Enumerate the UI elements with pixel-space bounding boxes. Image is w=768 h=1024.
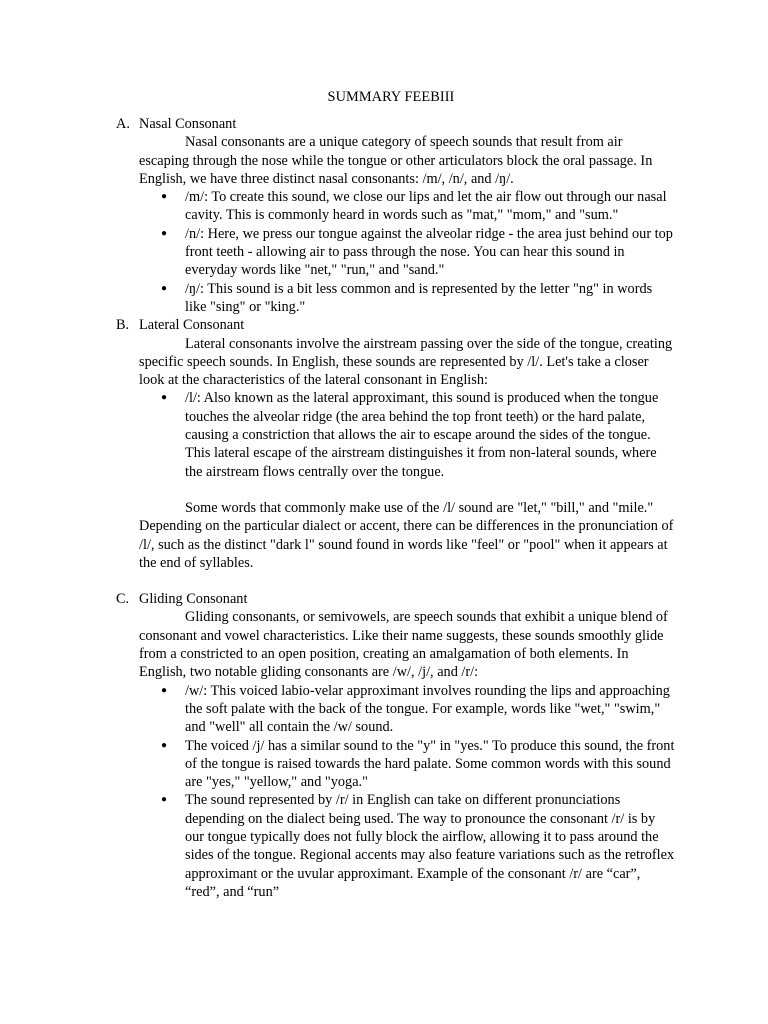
bullet-icon: ●: [161, 191, 168, 203]
list-item: [161, 791, 676, 901]
list-item: [161, 225, 676, 280]
section-intro: Gliding consonants, or semivowels, are speech sounds that exhibit a unique blend of consonant and vowel characteristics. Like their name suggests, these sounds smoothly glide from a constricted to an open position, creating an amalgamation of both elements. In English, two notable gliding consonants are /w/, /j/, and /r/:: [139, 609, 668, 681]
bullet-icon: ●: [161, 739, 168, 751]
list-item-text: /l/: Also known as the lateral approximant, this sound is produced when the tongue touches the alveolar ridge (the area behind the top front teeth) or the hard palate, causing a constriction that allows the air to escape around the sides of the tongue. This lateral escape of the airstream distinguishes it from non-lateral sounds, where the airstream flows centrally over the tongue.: [185, 390, 659, 480]
list-item-text: The sound represented by /r/ in English can take on different pronunciations depending on the dialect being used. The way to pronounce the consonant /r/ is by our tongue typically does not fully block the airflow, allowing it to pass around the sides of the tongue. Regional accents may also feature variations such as the retroflex approximant or the uvular approximant. Example of the consonant /r/ are “car”, “red”, and “run”: [185, 792, 675, 900]
bullet-icon: ●: [161, 794, 168, 806]
document-body: [116, 115, 676, 901]
section-letter: C.: [116, 591, 130, 608]
section-intro: Nasal consonants are a unique category of speech sounds that result from air escaping through the nose while the tongue or other articulators block the oral passage. In English, we have three distinct nasal consonants: /m/, /n/, and /ŋ/.: [139, 134, 653, 187]
list-item-text: /w/: This voiced labio-velar approximant involves rounding the lips and approaching the soft palate with the back of the tongue. For example, words like "wet," "swim," and "well" all contain the /w/ sound.: [185, 682, 670, 736]
list-item-text: The voiced /j/ has a similar sound to the "y" in "yes." To produce this sound, the front of the tongue is raised towards the hard palate. Some common words with this sound are "yes," "yellow," and "yoga.": [185, 737, 675, 791]
bullet-list: [116, 188, 676, 316]
bullet-icon: ●: [161, 282, 168, 294]
bullet-icon: ●: [161, 227, 168, 239]
section-title: Nasal Consonant: [139, 116, 237, 132]
section-outro: Some words that commonly make use of the /l/ sound are "let," "bill," and "mile." Depending on the particular dialect or accent, there can be differences in the pronunciation of /l/, such as the distinct "dark l" sound found in words like "feel" or "pool" when it appears at the end of syllables.: [139, 499, 674, 571]
section-gliding-consonant: [116, 590, 676, 901]
spacer: [116, 572, 676, 590]
section-title: Lateral Consonant: [139, 317, 245, 334]
section-intro: Lateral consonants involve the airstream passing over the side of the tongue, creating specific speech sounds. In English, these sounds are represented by /l/. Let's take a closer look at the characteristics of the lateral consonant in English:: [139, 335, 673, 389]
section-letter: A.: [116, 116, 130, 132]
list-item-text: /n/: Here, we press our tongue against the alveolar ridge - the area just behind our top front teeth - allowing air to pass through the nose. You can hear this sound in everyday words like "net," "run," and "sand.": [185, 225, 673, 279]
list-item-text: /ŋ/: This sound is a bit less common and is represented by the letter "ng" in words like "sing" or "king.": [185, 280, 653, 315]
section-title: Gliding Consonant: [139, 591, 248, 608]
section-heading: [116, 115, 676, 133]
section-letter: B.: [116, 317, 130, 334]
bullet-list: [116, 389, 676, 480]
section-lateral-consonant: [116, 316, 676, 590]
list-item: [161, 737, 676, 792]
list-item: [161, 682, 676, 737]
page-title: SUMMARY FEEBIII: [327, 89, 455, 105]
list-item: [161, 280, 676, 317]
list-item: [161, 188, 676, 225]
section-nasal-consonant: [116, 115, 676, 316]
section-heading: [116, 590, 676, 608]
bullet-list: [116, 682, 676, 902]
section-heading: [116, 316, 676, 334]
list-item: [161, 389, 676, 480]
bullet-icon: ●: [161, 392, 168, 404]
list-item-text: /m/: To create this sound, we close our lips and let the air flow out through our nasal cavity. This is commonly heard in words such as "mat," "mom," and "sum.": [185, 189, 667, 224]
spacer: [116, 481, 676, 499]
bullet-icon: ●: [161, 684, 168, 696]
